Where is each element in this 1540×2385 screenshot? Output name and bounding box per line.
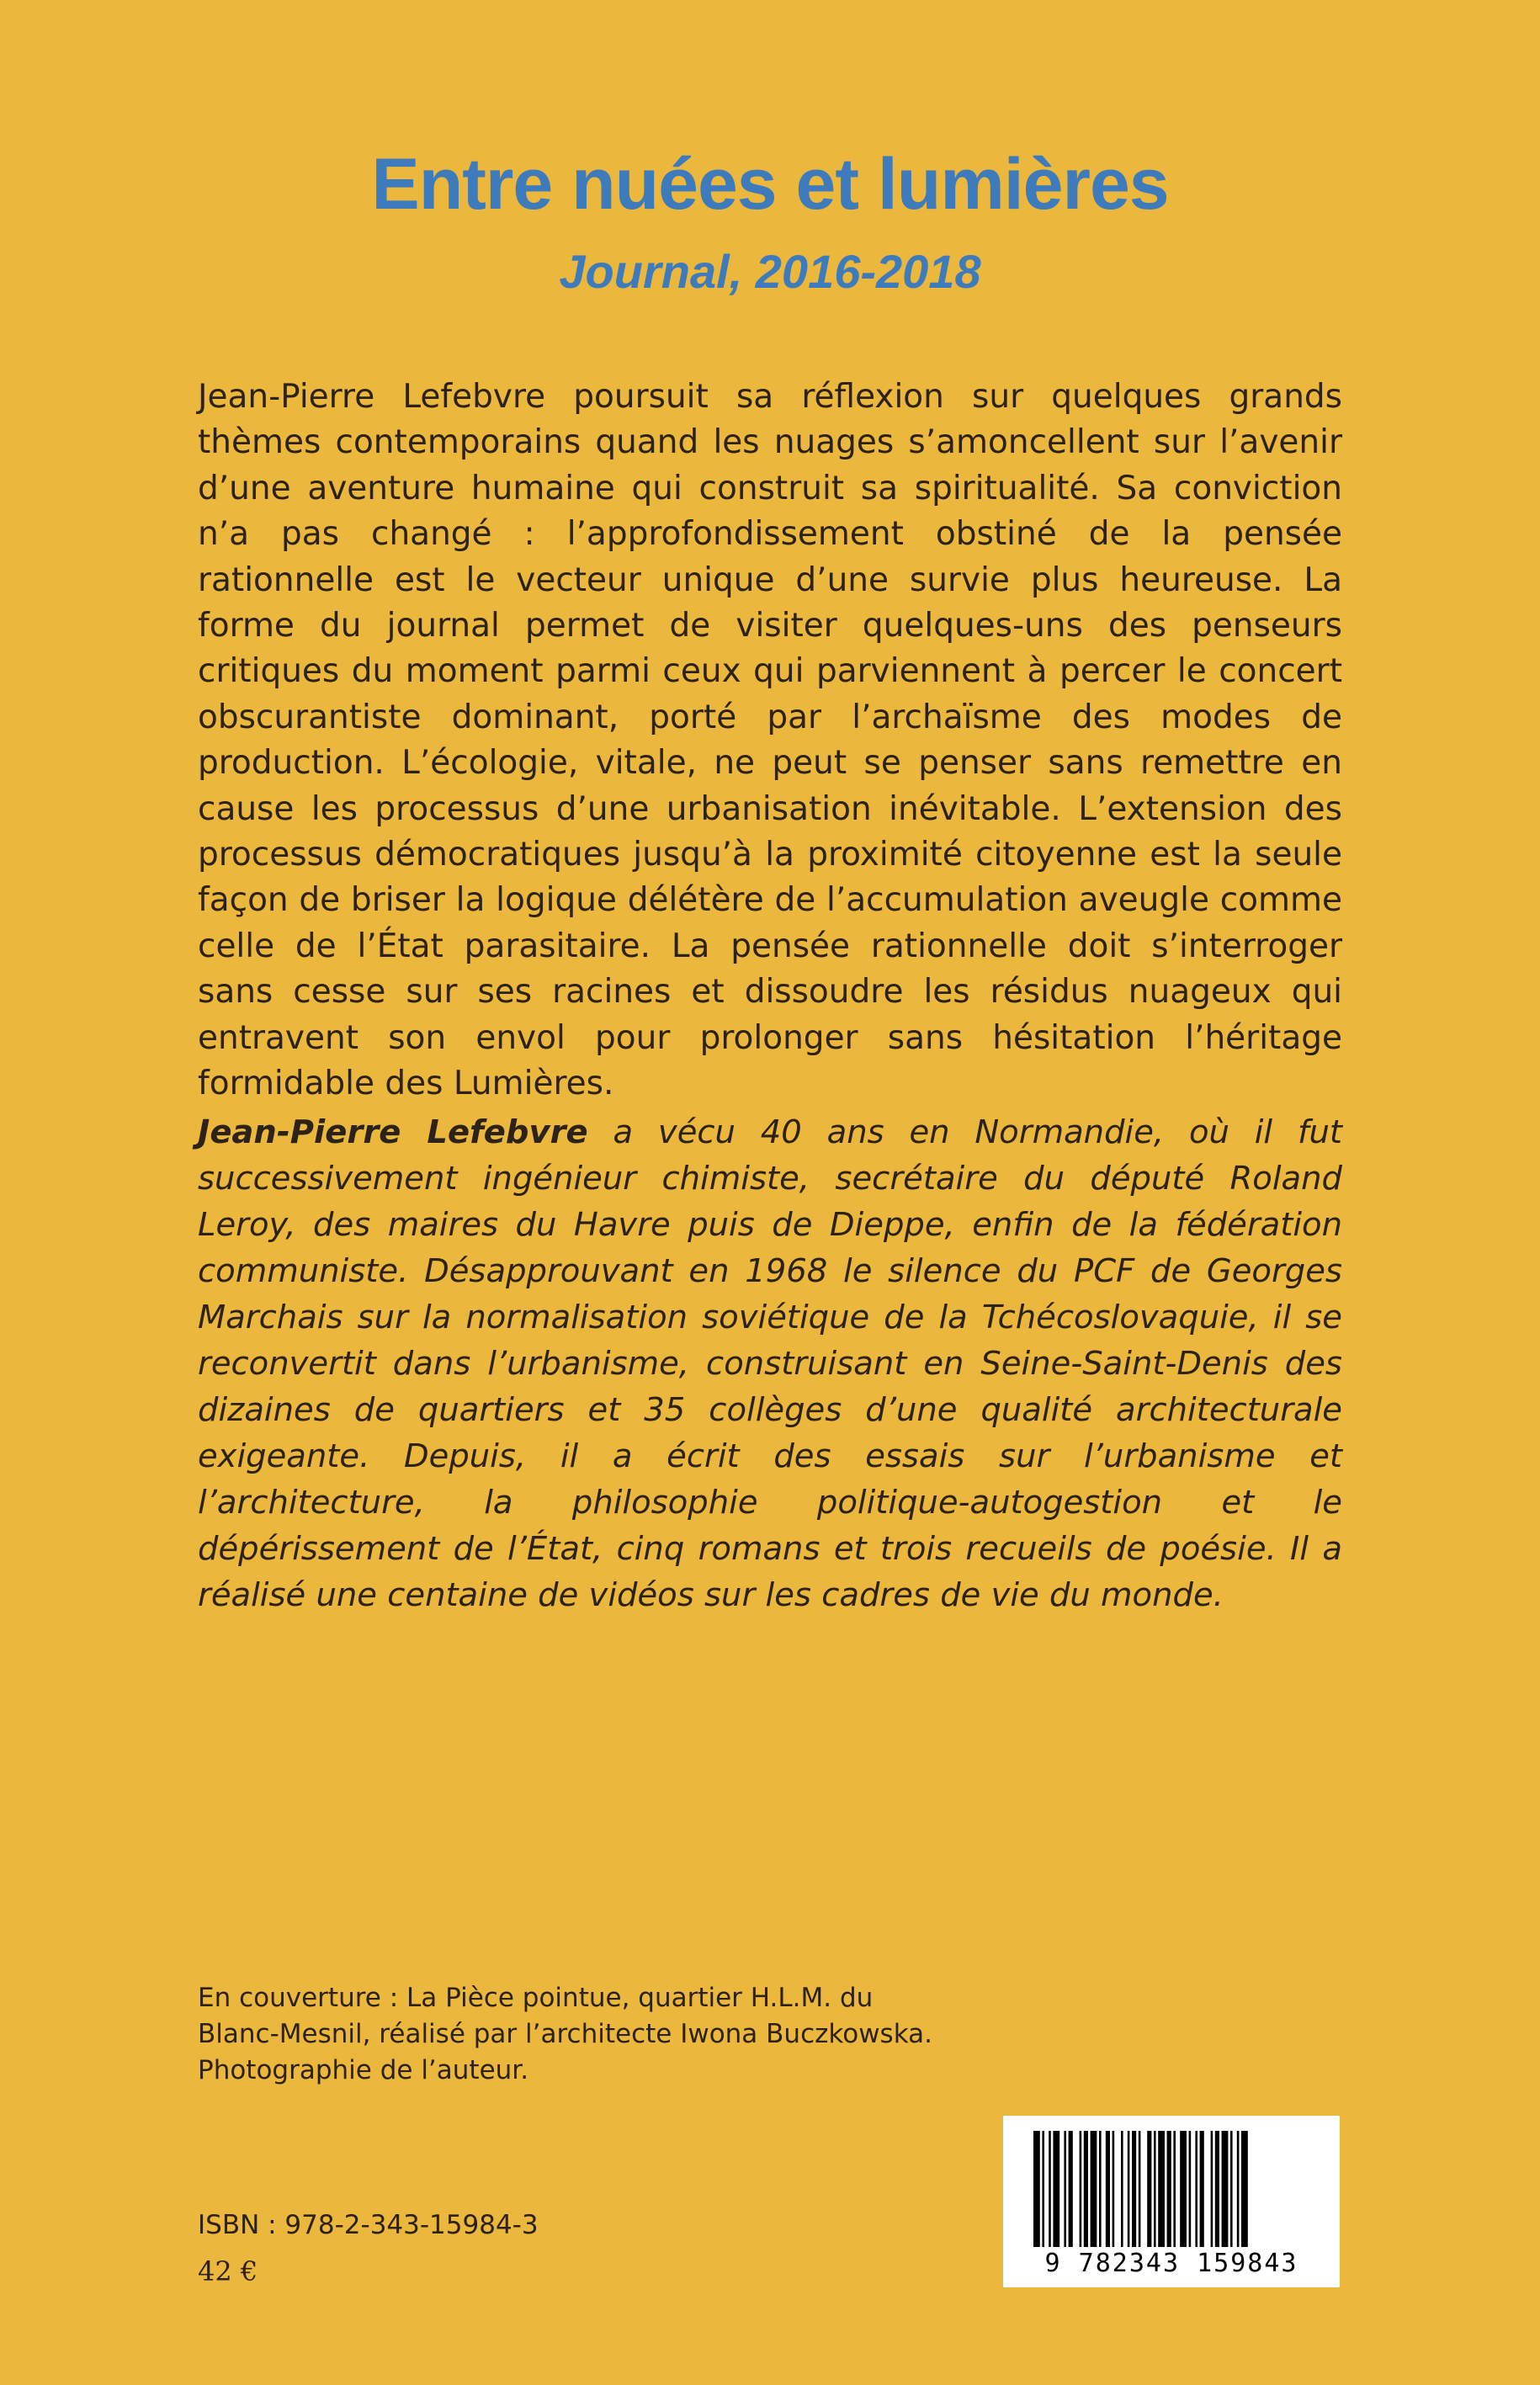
barcode-bar (1154, 2131, 1156, 2247)
barcode-bar (1211, 2131, 1213, 2247)
barcode-bar (1084, 2131, 1088, 2247)
barcode-bar (1241, 2131, 1248, 2247)
barcode-bar (1195, 2131, 1197, 2247)
barcode-bar (1230, 2131, 1233, 2247)
barcode-bar (1128, 2131, 1130, 2247)
barcode-bar (1132, 2131, 1136, 2247)
author-name: Jean-Pierre Lefebvre (198, 1113, 588, 1151)
barcode-bar (1173, 2131, 1176, 2247)
barcode-bar (1222, 2131, 1229, 2247)
barcode-bar (1106, 2131, 1110, 2247)
barcode (1003, 2116, 1340, 2287)
barcode-bar (1064, 2131, 1066, 2247)
barcode-number: 9 782343 159843 (1044, 2249, 1298, 2278)
barcode-bar (1147, 2131, 1151, 2247)
barcode-bar (1053, 2131, 1059, 2247)
summary-paragraph: Jean-Pierre Lefebvre poursuit sa réflexion sur quelques grands thèmes contemporains quand les nuages s’amoncellent sur l’avenir d’une aventure humaine qui construit sa spiritualité. Sa conviction n’a pas changé : l’approfondissement obstiné de la pensée rationnelle est le vecteur unique d’une survie plus heureuse. La forme du journal permet de visiter quelques-uns des penseurs critiques du moment parmi ceux qui parviennent à percer le concert obscurantiste dominant, porté par l’archaïsme des modes de production. L’écologie, vitale, ne peut se penser sans remettre en cause les processus d’une urbanisation inévitable. L’extension des processus démocratiques jusqu’à la proximité citoyenne est la seule façon de briser la logique délétère de l’accumulation aveugle comme celle de l’État parasitaire. La pensée rationnelle doit s’interroger sans cesse sur ses racines et dissoudre les résidus nuageux qui entravent son envol pour prolonger sans hésitation l’héritage formidable des Lumières. (198, 378, 1342, 1103)
barcode-bar (1167, 2131, 1171, 2247)
barcode-bar (1139, 2131, 1141, 2247)
barcode-bar (1158, 2131, 1165, 2247)
barcode-bar (1121, 2131, 1123, 2247)
cover-credit: En couverture : La Pièce pointue, quartier H.L.M. du Blanc-Mesnil, réalisé par l’architecte Iwona Buczkowska. Photographie de l’auteur. (198, 1983, 932, 2085)
price: 42 € (198, 2255, 258, 2287)
author-bio (198, 1109, 1342, 1618)
isbn: ISBN : 978-2-343-15984-3 (198, 2210, 539, 2240)
barcode-bar (1113, 2131, 1115, 2247)
barcode-bar (1237, 2131, 1240, 2247)
barcode-bar (1180, 2131, 1187, 2247)
barcode-bar (1049, 2131, 1051, 2247)
barcode-bar (1099, 2131, 1102, 2247)
book-subtitle: Journal, 2016-2018 (559, 245, 981, 298)
barcode-bar (1091, 2131, 1097, 2247)
barcode-bar (1042, 2131, 1044, 2247)
author-bio-text: a vécu 40 ans en Normandie, où il fut successivement ingénieur chimiste, secrétaire du député Roland Leroy, des maires du Havre puis de Dieppe, enfin de la fédération communiste. Désapprouvant en 1968 le silence du PCF de Georges Marchais sur la normalisation soviétique de la Tchécoslovaquie, il se reconvertit dans l’urbanisme, construisant en Seine-Saint-Denis des dizaines de quartiers et 35 collèges d’une qualité architecturale exigeante. Depuis, il a écrit des essais sur l’urbanisme et l’architecture, la philosophie politique-autogestion et le dépérissement de l’État, cinq romans et trois recueils de poésie. Il a réalisé une centaine de vidéos sur les cadres de vie du monde. (198, 1113, 1343, 1614)
barcode-bar (1189, 2131, 1192, 2247)
barcode-bar (1200, 2131, 1204, 2247)
barcode-bar (1080, 2131, 1082, 2247)
barcode-bar (1033, 2131, 1040, 2247)
barcode-bar (1215, 2131, 1219, 2247)
barcode-bar (1069, 2131, 1073, 2247)
book-title: Entre nuées et lumières (371, 144, 1169, 225)
